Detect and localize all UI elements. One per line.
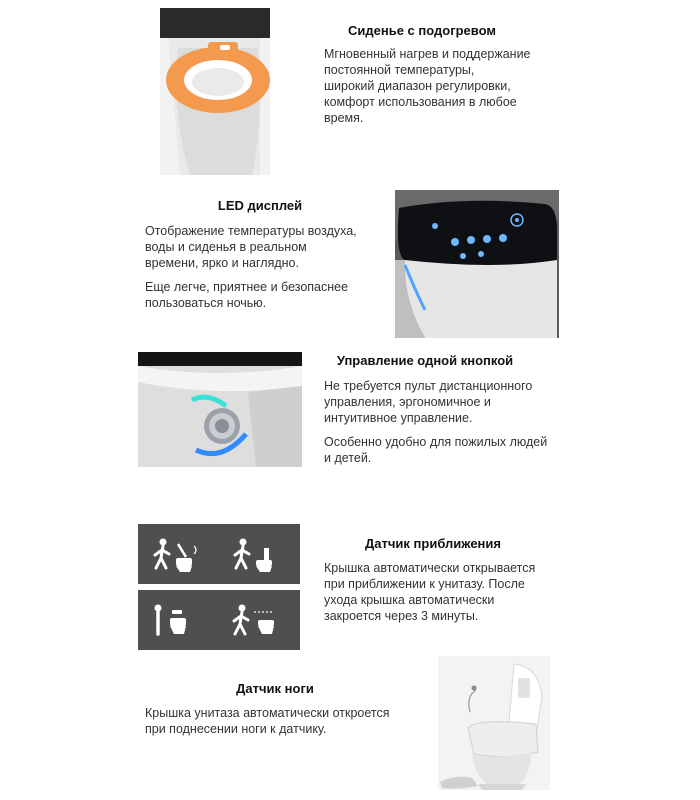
text-line: Отображение температуры воздуха, xyxy=(145,224,357,238)
text-line: Крышка автоматически открывается xyxy=(324,561,536,575)
led-display-text xyxy=(145,223,385,311)
text-line: Не требуется пульт дистанционного xyxy=(324,379,533,393)
foot-sensor-photo-icon xyxy=(438,656,550,790)
text-line: интуитивное управление. xyxy=(324,411,473,425)
led-display-image xyxy=(395,190,559,338)
text-line: и детей. xyxy=(324,451,372,465)
heated-seat-text xyxy=(324,46,564,126)
text-line: воды и сиденья в реальном xyxy=(145,240,307,254)
heated-seat-photo-icon xyxy=(160,8,270,175)
heated-seat-title: Сиденье с подогревом xyxy=(348,23,496,38)
foot-sensor-title: Датчик ноги xyxy=(236,681,314,696)
foot-sensor-text xyxy=(145,705,415,737)
text-line: времени, ярко и наглядно. xyxy=(145,256,299,270)
text-line: управления, эргономичное и xyxy=(324,395,491,409)
one-button-text xyxy=(324,378,564,466)
text-line: время. xyxy=(324,111,364,125)
led-display-title: LED дисплей xyxy=(217,198,303,213)
text-line: при поднесении ноги к датчику. xyxy=(145,722,327,736)
one-button-title: Управление одной кнопкой xyxy=(336,353,514,368)
proximity-sensor-title: Датчик приближения xyxy=(365,536,501,551)
text-line: Еще легче, приятнее и безопаснее xyxy=(145,280,349,294)
text-line: комфорт использования в любое xyxy=(324,95,517,109)
one-button-image xyxy=(138,352,302,467)
text-line: Особенно удобно для пожилых людей xyxy=(324,435,548,449)
proximity-pictograms xyxy=(138,524,300,650)
proximity-sensor-text xyxy=(324,560,564,624)
one-button-photo-icon xyxy=(138,352,302,467)
text-line: закроется через 3 минуты. xyxy=(324,609,479,623)
text-line: постоянной температуры, xyxy=(324,63,475,77)
text-line: ухода крышка автоматически xyxy=(324,593,495,607)
foot-sensor-image xyxy=(438,656,550,790)
text-line: широкий диапазон регулировки, xyxy=(324,79,511,93)
text-line: при приближении к унитазу. После xyxy=(324,577,525,591)
led-display-photo-icon xyxy=(395,190,559,338)
heated-seat-image xyxy=(160,8,270,175)
text-line: Мгновенный нагрев и поддержание xyxy=(324,47,531,61)
proximity-sensor-pictograms-icon xyxy=(138,524,300,650)
text-line: пользоваться ночью. xyxy=(145,296,267,310)
text-line: Крышка унитаза автоматически откроется xyxy=(145,706,390,720)
